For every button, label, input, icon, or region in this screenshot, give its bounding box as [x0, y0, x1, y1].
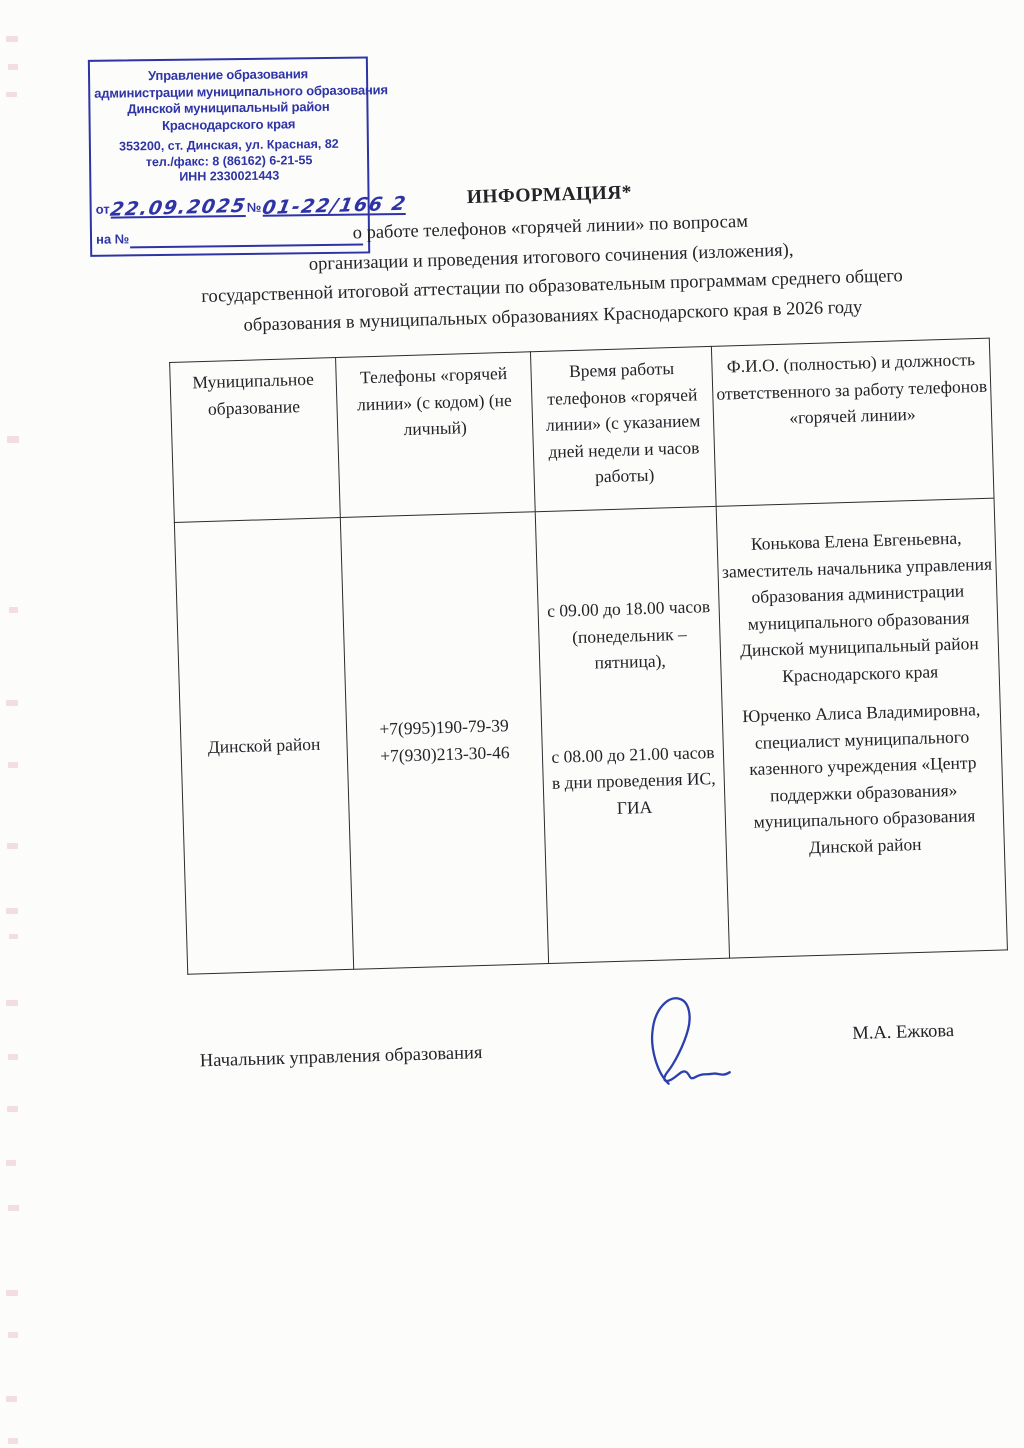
scan-artifact	[6, 1160, 16, 1166]
col-header-phones: Телефоны «горячей линии» (с кодом) (не личный)	[336, 352, 536, 518]
scan-artifact	[6, 1396, 17, 1402]
scan-artifact	[8, 64, 18, 70]
table-row	[174, 498, 1007, 974]
signer-position: Начальник управления образования	[199, 1043, 483, 1072]
scan-artifact	[9, 934, 18, 939]
scan-artifact	[7, 436, 19, 443]
scan-artifact	[6, 92, 17, 97]
document-heading: ИНФОРМАЦИЯ*	[466, 182, 633, 209]
responsible-person-2: Юрченко Алиса Владимировна, специалист муниципального казенного учреждения «Центр поддержки образования» муниципального образования Динской район	[742, 699, 981, 857]
phone-number-2: +7(930)213-30-46	[379, 741, 510, 766]
subtitle-line-2: организации и проведения итогового сочинения (изложения),	[308, 239, 794, 275]
table-header-row	[170, 338, 994, 522]
stamp-address	[95, 137, 364, 187]
cell-schedule	[535, 506, 729, 963]
col-header-schedule: Время работы телефонов «горячей линии» (с указанием дней недели и часов работы)	[530, 346, 716, 511]
subtitle-line-3: государственной итоговой аттестации по образовательным программам среднего общего	[200, 266, 904, 308]
scan-artifact	[6, 36, 18, 42]
scan-artifact	[8, 762, 18, 768]
stamp-org-line-1: Управление образования	[147, 66, 309, 84]
scan-artifact	[9, 607, 18, 613]
col-header-responsible: Ф.И.О. (полностью) и должность ответственного за работу телефонов «горячей линии»	[711, 338, 994, 506]
stamp-reference-label: на №	[95, 230, 130, 247]
cell-responsible	[716, 498, 1007, 958]
scan-artifact	[8, 1332, 18, 1338]
hotline-table	[169, 338, 1008, 975]
responsible-person-1: Конькова Елена Евгеньевна, заместитель начальника управления образования администрации муниципального образования Динской муниципальный район Краснодарского края	[721, 527, 993, 686]
col-header-municipality: Муниципальное образование	[170, 358, 341, 523]
scan-artifact	[6, 908, 18, 914]
scan-artifact	[7, 843, 18, 849]
signer-name: М.А. Ежкова	[852, 1021, 955, 1045]
stamp-organization	[94, 66, 388, 135]
stamp-org-line-3: Динской муниципальный район	[127, 98, 330, 117]
scan-artifact	[7, 1106, 18, 1112]
scan-artifact	[6, 700, 18, 706]
signature-stroke	[651, 997, 730, 1084]
phone-number-1: +7(995)190-79-39	[379, 715, 510, 739]
cell-phones	[340, 512, 548, 970]
schedule-weekdays: с 09.00 до 18.00 часов (понедельник – пятница),	[546, 596, 711, 673]
scan-artifact	[8, 1438, 18, 1444]
title-block	[144, 173, 958, 344]
stamp-date-label: от	[95, 201, 110, 217]
scan-artifact	[6, 1000, 18, 1006]
subtitle-line-1: о работе телефонов «горячей линии» по вопросам	[352, 211, 749, 244]
scan-artifact	[8, 1054, 18, 1060]
stamp-address-line-1: 353200, ст. Динская, ул. Красная, 82	[119, 136, 339, 154]
stamp-address-line-3: ИНН 2330021443	[179, 168, 280, 184]
stamp-org-line-4: Краснодарского края	[161, 115, 296, 133]
stamp-org-line-2: администрации муниципального образования	[94, 81, 388, 101]
stamp-number-handwritten: 01-22/166 2	[260, 192, 409, 219]
stamp-address-line-2: тел./факс: 8 (86162) 6-21-55	[145, 152, 313, 169]
scan-artifact	[8, 1205, 19, 1211]
stamp-number-label: №	[246, 199, 262, 215]
municipality-name: Динской район	[207, 733, 321, 758]
cell-municipality	[174, 518, 353, 975]
stamp-date-handwritten: 22.09.2025	[108, 194, 249, 221]
scan-artifact	[6, 1290, 18, 1296]
schedule-exam-days: с 08.00 до 21.00 часов в дни проведения ИС, ГИА	[551, 741, 716, 818]
subtitle-line-4: образования в муниципальных образованиях Краснодарского края в 2026 году	[243, 296, 863, 336]
handwritten-signature	[630, 989, 745, 1088]
